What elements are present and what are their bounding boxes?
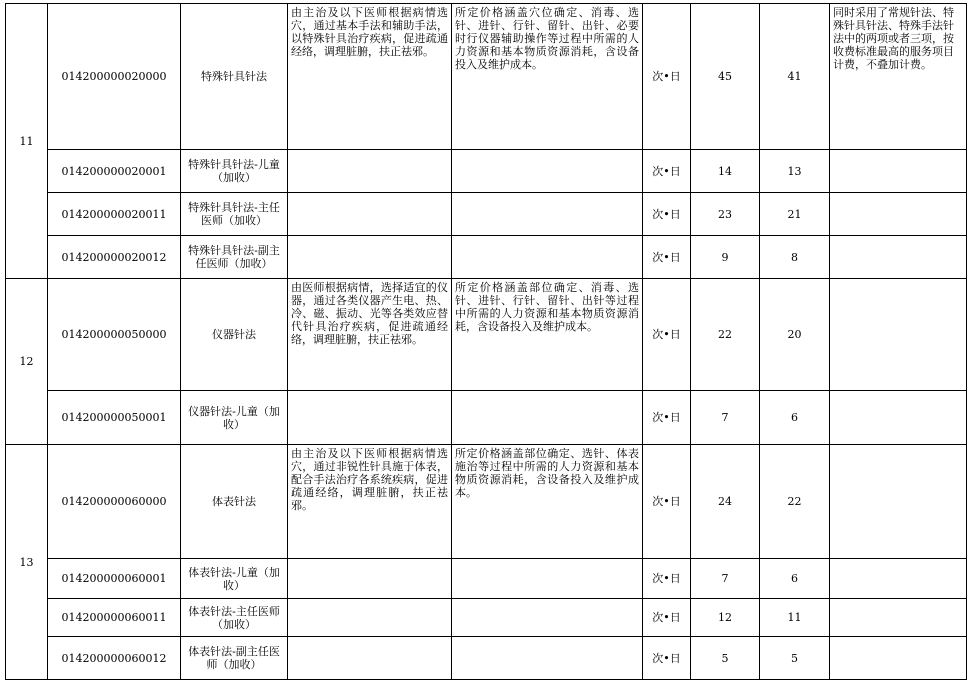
note-cell (830, 193, 967, 236)
unit-cell: 次•日 (643, 391, 691, 445)
item-name-cell: 体表针法 (181, 445, 288, 559)
item-code-cell: 014200000050001 (48, 391, 181, 445)
item-content-cell (288, 599, 452, 637)
item-code-cell: 014200000050000 (48, 279, 181, 391)
cost-description-cell: 所定价格涵盖部位确定、选针、体表施治等过程中所需的人力资源和基本物质资源消耗，含设备投入及维护成本。 (452, 445, 643, 559)
item-name-cell: 特殊针具针法 (181, 4, 288, 150)
item-name-cell: 体表针法-主任医师（加收） (181, 599, 288, 637)
note-cell (830, 559, 967, 599)
note-cell (830, 599, 967, 637)
item-content-cell (288, 193, 452, 236)
row-index-cell: 12 (6, 279, 48, 445)
item-name-cell: 体表针法-儿童（加收） (181, 559, 288, 599)
price-cell: 13 (760, 150, 830, 193)
item-code-cell: 014200000060011 (48, 599, 181, 637)
unit-cell: 次•日 (643, 637, 691, 680)
price-cell: 8 (760, 236, 830, 279)
item-content-cell: 由医师根据病情，选择适宜的仪器，通过各类仪器产生电、热、冷、磁、振动、光等各类效应替代针具治疗疾病，促进疏通经络，调理脏腑，扶正祛邪。 (288, 279, 452, 391)
note-cell (830, 445, 967, 559)
price-cell: 45 (691, 4, 760, 150)
item-name-cell: 特殊针具针法-副主任医师（加收） (181, 236, 288, 279)
price-cell: 6 (760, 559, 830, 599)
price-cell: 7 (691, 391, 760, 445)
item-content-cell (288, 391, 452, 445)
unit-cell: 次•日 (643, 279, 691, 391)
note-cell (830, 279, 967, 391)
price-cell: 14 (691, 150, 760, 193)
item-name-cell: 体表针法-副主任医师（加收） (181, 637, 288, 680)
price-cell: 20 (760, 279, 830, 391)
unit-cell: 次•日 (643, 150, 691, 193)
cost-description-cell: 所定价格涵盖穴位确定、消毒、选针、进针、行针、留针、出针、必要时行仪器辅助操作等过程中所需的人力资源和基本物质资源消耗，含设备投入及维护成本。 (452, 4, 643, 150)
cost-description-cell (452, 599, 643, 637)
table-row (6, 4, 967, 150)
unit-cell: 次•日 (643, 599, 691, 637)
note-cell (830, 637, 967, 680)
unit-cell: 次•日 (643, 193, 691, 236)
price-cell: 7 (691, 559, 760, 599)
cost-description-cell (452, 236, 643, 279)
price-cell: 22 (760, 445, 830, 559)
cost-description-cell (452, 391, 643, 445)
price-cell: 24 (691, 445, 760, 559)
cost-description-cell (452, 193, 643, 236)
table-row (6, 193, 967, 236)
item-code-cell: 014200000020012 (48, 236, 181, 279)
table-row (6, 236, 967, 279)
item-name-cell: 仪器针法-儿童（加收） (181, 391, 288, 445)
price-cell: 22 (691, 279, 760, 391)
table-row (6, 445, 967, 559)
item-content-cell (288, 236, 452, 279)
note-cell (830, 236, 967, 279)
table-row (6, 279, 967, 391)
cost-description-cell (452, 637, 643, 680)
row-index-cell: 13 (6, 445, 48, 680)
item-content-cell: 由主治及以下医师根据病情选穴，通过基本手法和辅助手法，以特殊针具治疗疾病，促进疏通经络，调理脏腑，扶正祛邪。 (288, 4, 452, 150)
cost-description-cell (452, 559, 643, 599)
price-cell: 11 (760, 599, 830, 637)
unit-cell: 次•日 (643, 4, 691, 150)
price-cell: 21 (760, 193, 830, 236)
item-content-cell: 由主治及以下医师根据病情选穴，通过非锐性针具施于体表，配合手法治疗各系统疾病，促进疏通经络，调理脏腑，扶正祛邪。 (288, 445, 452, 559)
price-cell: 23 (691, 193, 760, 236)
row-index-cell: 11 (6, 4, 48, 279)
unit-cell: 次•日 (643, 236, 691, 279)
note-cell (830, 391, 967, 445)
note-cell (830, 150, 967, 193)
item-code-cell: 014200000060012 (48, 637, 181, 680)
note-cell: 同时采用了常规针法、特殊针具针法、特殊手法针法中的两项或者三项，按收费标准最高的服务项目计费，不叠加计费。 (830, 4, 967, 150)
pricing-table (5, 3, 967, 680)
price-cell: 5 (691, 637, 760, 680)
item-code-cell: 014200000020011 (48, 193, 181, 236)
unit-cell: 次•日 (643, 445, 691, 559)
cost-description-cell (452, 150, 643, 193)
price-cell: 12 (691, 599, 760, 637)
table-body (6, 4, 967, 680)
price-cell: 9 (691, 236, 760, 279)
unit-cell: 次•日 (643, 559, 691, 599)
item-content-cell (288, 559, 452, 599)
item-content-cell (288, 637, 452, 680)
table-row (6, 391, 967, 445)
item-name-cell: 特殊针具针法-儿童（加收） (181, 150, 288, 193)
item-name-cell: 仪器针法 (181, 279, 288, 391)
table-row (6, 559, 967, 599)
price-cell: 6 (760, 391, 830, 445)
item-code-cell: 014200000020000 (48, 4, 181, 150)
price-cell: 5 (760, 637, 830, 680)
item-code-cell: 014200000060000 (48, 445, 181, 559)
cost-description-cell: 所定价格涵盖部位确定、消毒、选针、进针、行针、留针、出针等过程中所需的人力资源和基本物质资源消耗，含设备投入及维护成本。 (452, 279, 643, 391)
item-code-cell: 014200000060001 (48, 559, 181, 599)
item-name-cell: 特殊针具针法-主任医师（加收） (181, 193, 288, 236)
item-code-cell: 014200000020001 (48, 150, 181, 193)
table-row (6, 150, 967, 193)
table-row (6, 637, 967, 680)
item-content-cell (288, 150, 452, 193)
price-cell: 41 (760, 4, 830, 150)
table-row (6, 599, 967, 637)
